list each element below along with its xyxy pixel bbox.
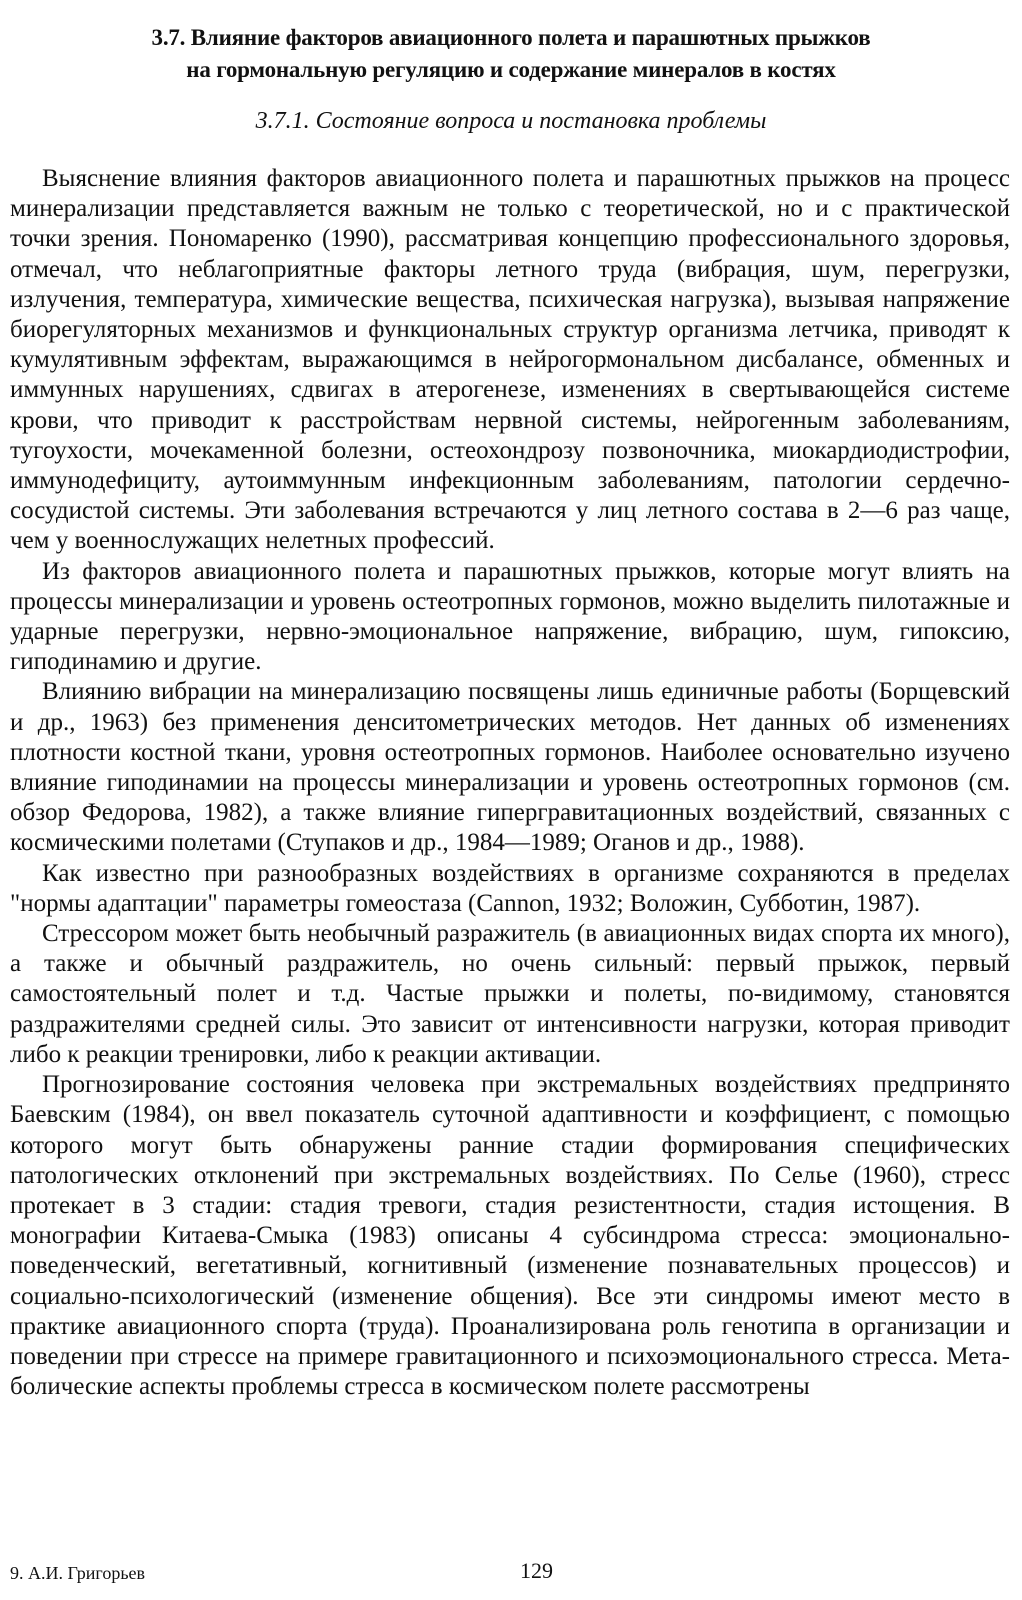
section-heading — [40, 22, 982, 86]
section-heading-line-2: на гормональную регуляцию и содержание минералов в костях — [186, 57, 836, 82]
body-text — [10, 164, 1010, 1402]
paragraph-6: Прогнозирование состояния человека при экстремальных воздействиях предпринято Баевским (1984), он ввел показатель суточной адаптивности и коэффициент, с помощью которого могут быть обнаружены ранние стадии формирования специфических патологических отклонений при экстремальных воздействиях. По Селье (1960), стресс протекает в 3 стадии: стадия тревоги, стадия резистентности, стадия истощения. В монографии Китаева-Смыка (1983) описаны 4 субсиндрома стресса: эмоционально-поведенческий, вегетативный, когнитивный (изменение познавательных процессов) и социально-психологический (изменение общения). Все эти синдромы имеют место в практике авиационного спорта (труда). Проанализирована роль генотипа в организации и поведении при стрессе на примере гравитационного и психоэмоционального стресса. Метаболические аспекты проблемы стресса в космическом полете рассмотрены — [10, 1071, 1010, 1401]
signature-mark: 9. А.И. Григорьев — [10, 1563, 146, 1583]
paragraph-2: Из факторов авиационного полета и парашютных прыжков, которые могут влиять на процессы минерализации и уровень остеотропных гормонов, можно выделить пилотажные и ударные перегрузки, нервно-эмоциональное напряжение, вибрацию, шум, гипоксию, гиподинамию и другие. — [10, 557, 1010, 676]
paragraph-4: Как известно при разнообразных воздействиях в организме сохраняются в пределах "нормы адаптации" параметры гомеостаза (Cannon, 1932; Воложин, Субботин, 1987). — [10, 859, 1010, 917]
paragraph-3: Влиянию вибрации на минерализацию посвящены лишь единичные работы (Борщевский и др., 1963) без применения денситометрических методов. Нет данных об изменениях плотности костной ткани, уровня остеотропных гормонов. Наиболее основательно изучено влияние гиподинамии на процессы минерализации и уровень остеотропных гормонов (см. обзор Федорова, 1982), а также влияние гипергравитационных воздействий, связанных с космическими полетами (Ступаков и др., 1984—1989; Оганов и др., 1988). — [10, 678, 1010, 857]
section-heading-line-1: 3.7. Влияние факторов авиационного полета и парашютных прыжков — [151, 25, 871, 50]
page-number: 129 — [520, 1558, 553, 1583]
paragraph-5: Стрессором может быть необычный разражитель (в авиационных видах спорта их много), а также и обычный раздражитель, но очень сильный: первый прыжок, первый самостоятельный полет и т.д. Частые прыжки и полеты, по-видимому, становятся раздражителями средней силы. Это зависит от интенсивности нагрузки, которая приводит либо к реакции тренировки, либо к реакции активации. — [10, 920, 1010, 1068]
paragraph-1: Выяснение влияния факторов авиационного полета и парашютных прыжков на процесс минерализации представляется важным не только с теоретической, но и с практической точки зрения. Пономаренко (1990), рассматривая концепцию профессионального здоровья, отмечал, что неблагоприятные факторы летного труда (вибрация, шум, перегрузки, излучения, температура, химические вещества, психическая нагрузка), вызывая напряжение биорегуляторных механизмов и функциональных структур организма летчика, приводят к кумулятивным эффектам, выражающимся в нейрогормональном дисбалансе, обменных и иммунных нарушениях, сдвигах в атерогенезе, изменениях в свертывающейся системе крови, что приводит к расстройствам нервной системы, нейрогенным заболеваниям, тугоухости, мочекаменной болезни, остеохондрозу позвоночника, миокардиодистрофии, иммунодефициту, аутоиммунным инфекционным заболеваниям, патологии сердечно-сосудистой системы. Эти заболевания встречаются у лиц летного состава в 2—6 раз чаще, чем у военнослужащих нелетных профессий. — [10, 165, 1010, 555]
subsection-heading: 3.7.1. Состояние вопроса и постановка проблемы — [255, 108, 767, 134]
